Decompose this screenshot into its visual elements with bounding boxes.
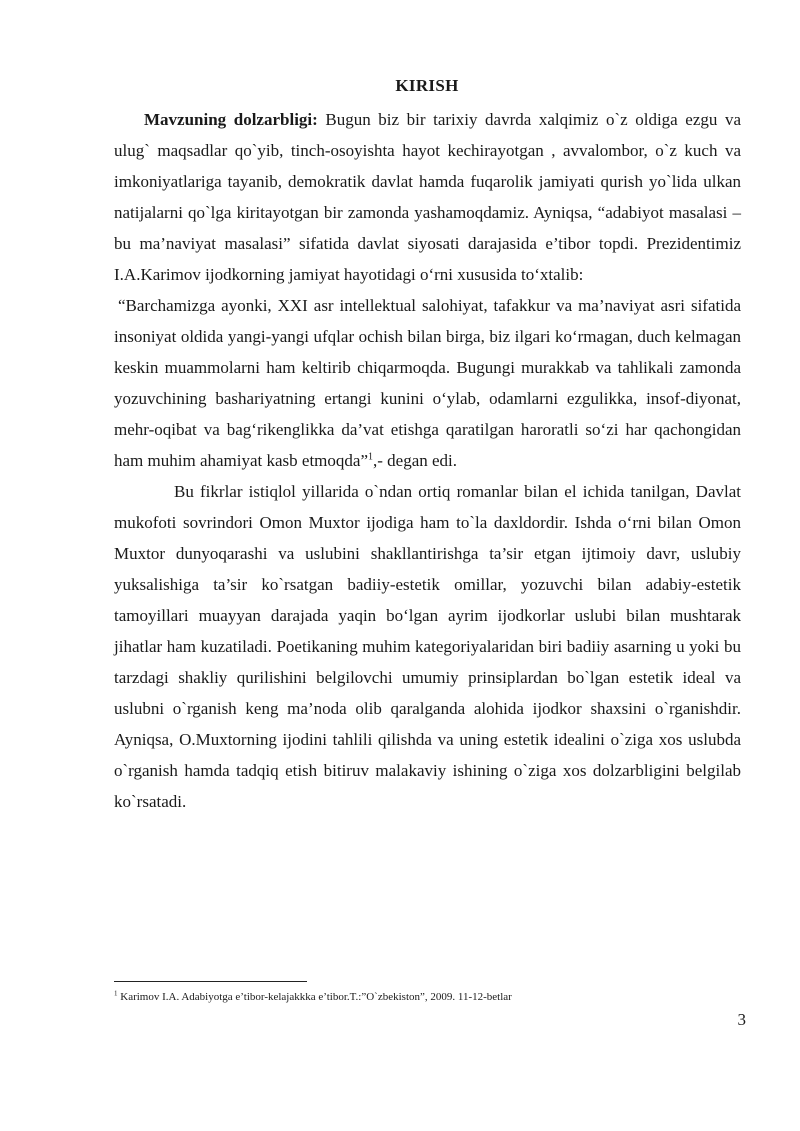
body-text [114, 104, 741, 817]
paragraph-quote [114, 290, 741, 476]
footnote-separator [114, 981, 307, 982]
section-heading: KIRISH [395, 76, 459, 95]
quote-attribution: ,- degan edi. [373, 451, 458, 470]
relevance-lead: Mavzuning dolzarbligi: [144, 110, 318, 129]
paragraph-omon-muxtor [114, 476, 741, 817]
footnote [114, 990, 754, 1004]
page-number: 3 [737, 1010, 746, 1029]
footnote-mark: 1 [114, 989, 118, 998]
paragraph-relevance [114, 104, 741, 290]
relevance-text: Bugun biz bir tarixiy davrda xalqimiz o`z oldiga ezgu va ulug` maqsadlar qo`yib, tinch-osoyishta hayot kechirayotgan , avvalombor, o`z kuch va imkoniyatlariga tayanib, demokratik davlat hamda fuqarolik jamiyati qurish yo`lida ulkan natijalarni qo`lga kiritayotgan bir zamonda yashamoqdamiz. Ayniqsa, “adabiyot masalasi – bu ma’naviyat masalasi” sifatida davlat siyosati darajasida e’tibor topdi. Prezidentimiz I.A.Karimov ijodkorning jamiyat hayotidagi o‘rni xususida to‘xtalib: [114, 110, 742, 284]
omon-muxtor-text: Bu fikrlar istiqlol yillarida o`ndan ortiq romanlar bilan el ichida tanilgan, Davlat mukofoti sovrindori Omon Muxtor ijodiga ham to`la daxldordir. Ishda o‘rni bilan Omon Muxtor dunyoqarashi va uslubini shakllantirishga ta’sir etgan ijtimoiy davr, uslubiy yuksalishiga ta’sir ko`rsatgan badiiy-estetik omillar, yozuvchi bilan adabiy-estetik tamoyillari muayyan darajada yaqin bo‘lgan ayrim ijodkorlar uslubi bilan mushtarak jihatlar ham kuzatiladi. Poetikaning muhim kategoriyalaridan biri badiiy asarning u yoki bu tarzdagi shakliy qurilishini belgilovchi umumiy prinsiplardan bo`lgan estetik ideal va uslubni o`rganish keng ma’noda olib qaralganda alohida ijodkor shaxsini o`rganishdir. Ayniqsa, O.Muxtorning ijodini tahlili qilishda va uning estetik idealini o`ziga xos uslubda o`rganish hamda tadqiq etish bitiruv malakaviy ishining o`ziga xos dolzarbligini belgilab ko`rsatadi. [114, 482, 741, 811]
footnote-reference[interactable]: 1 [368, 451, 373, 463]
quote-text: “Barchamizga ayonki, XXI asr intellektual salohiyat, tafakkur va ma’naviyat asri sifatida insoniyat oldida yangi-yangi ufqlar ochish bilan birga, biz ilgari ko‘rmagan, duch kelmagan keskin muammolarni ham keltirib chiqarmoqda. Bugungi murakkab va tahlikali zamonda yozuvchining bashariyatning ertangi kunini o‘ylab, odamlarni ezgulikka, insof-diyonat, mehr-oqibat va bag‘rikenglikka da’vat etishga qaratilgan haroratli so‘zi har qachongidan ham muhim ahamiyat kasb etmoqda” [114, 296, 741, 470]
footnote-text: Karimov I.A. Adabiyotga e’tibor-kelajakkka e’tibor.T.:”O`zbekiston”, 2009. 11-12-betlar [117, 991, 512, 1003]
